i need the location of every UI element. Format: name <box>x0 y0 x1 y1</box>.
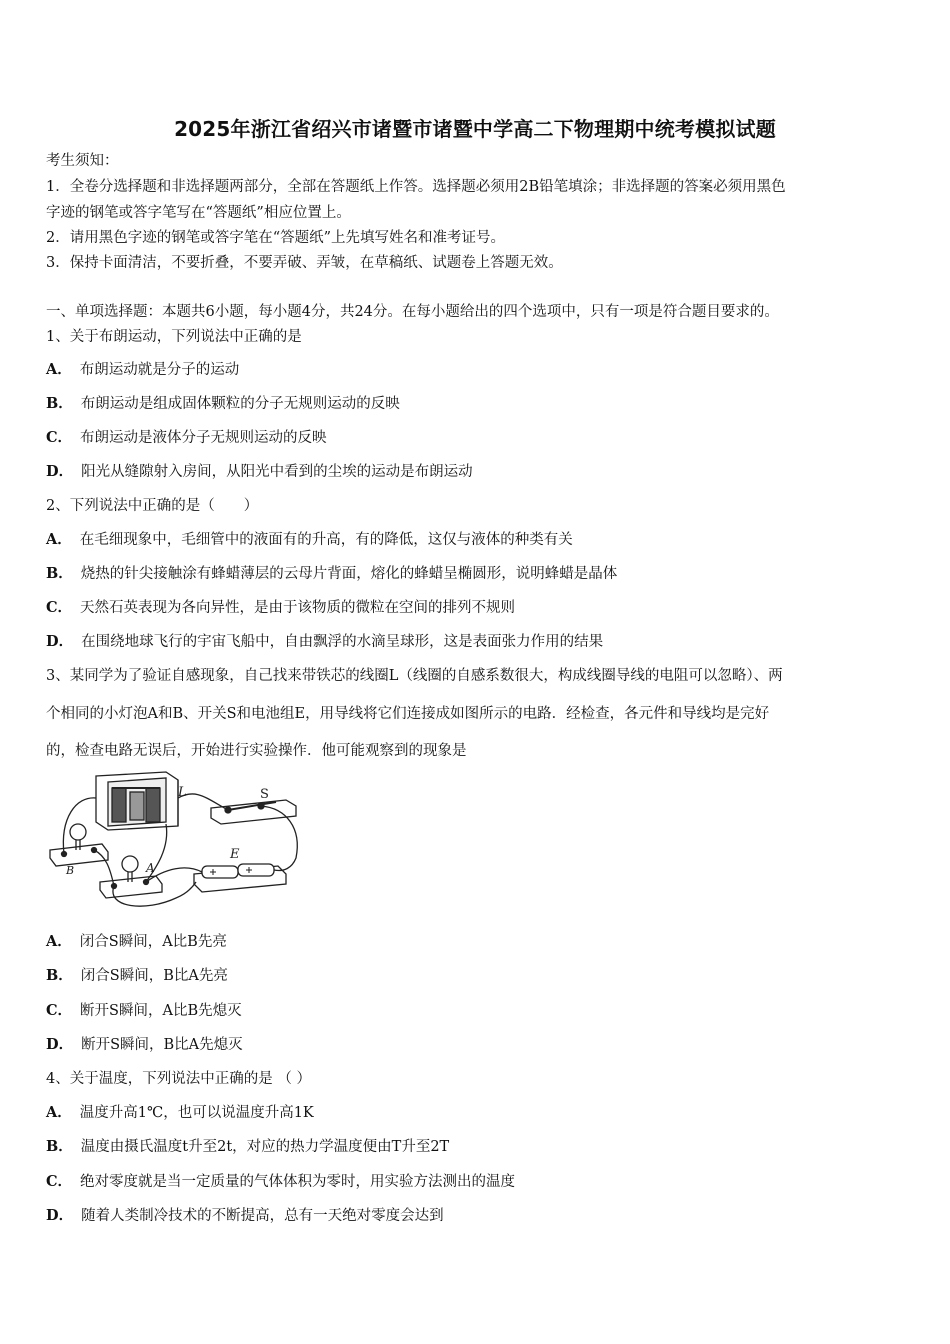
option-label: D． <box>46 463 74 480</box>
option-label: A． <box>46 1104 72 1121</box>
option-label: C． <box>46 599 73 616</box>
question-2-option-b <box>46 564 617 584</box>
option-text: 布朗运动是组成固体颗粒的分子无规则运动的反映 <box>80 396 400 412</box>
option-text: 温度升高1℃，也可以说温度升高1K <box>79 1105 314 1121</box>
question-2-option-c <box>46 598 515 618</box>
question-2-option-a <box>46 530 573 550</box>
figure-label-coil: L <box>178 785 187 800</box>
option-text: 在毛细现象中，毛细管中的液面有的升高，有的降低，这仅与液体的种类有关 <box>79 532 573 548</box>
option-label: D． <box>46 1036 74 1053</box>
question-4-option-b <box>46 1137 449 1157</box>
option-text: 天然石英表现为各向异性，是由于该物质的微粒在空间的排列不规则 <box>80 600 516 616</box>
question-3-stem: 的，检查电路无误后，开始进行实验操作．他可能观察到的现象是 <box>46 743 467 759</box>
question-3-option-c <box>46 1001 242 1021</box>
option-label: C． <box>46 1002 73 1019</box>
question-4-stem: 4、关于温度，下列说法中正确的是 （ ） <box>46 1071 311 1087</box>
notice-item: 1．全卷分选择题和非选择题两部分，全部在答题纸上作答。选择题必须用2B铅笔填涂；非选择题的答案必须用黑色 <box>46 179 786 195</box>
option-label: C． <box>46 429 73 446</box>
figure-label-bulb-a: A <box>146 861 155 875</box>
option-text: 阳光从缝隙射入房间，从阳光中看到的尘埃的运动是布朗运动 <box>81 464 473 480</box>
option-label: B． <box>46 395 73 412</box>
question-3-option-b <box>46 966 228 986</box>
question-1-option-b <box>46 394 400 414</box>
exam-title: 2025年浙江省绍兴市诸暨市诸暨中学高二下物理期中统考模拟试题 <box>174 117 776 141</box>
option-label: D． <box>46 633 74 650</box>
option-text: 在围绕地球飞行的宇宙飞船中，自由飘浮的水滴呈球形，这是表面张力作用的结果 <box>81 634 604 650</box>
option-label: C． <box>46 1173 73 1190</box>
question-4-option-d <box>46 1206 444 1226</box>
notice-item: 字迹的钢笔或答字笔写在“答题纸”相应位置上。 <box>46 205 351 221</box>
option-label: A． <box>46 531 72 548</box>
option-label: A． <box>46 361 72 378</box>
option-label: B． <box>46 967 73 984</box>
switch-icon <box>211 800 296 824</box>
question-3-stem: 个相同的小灯泡A和B、开关S和电池组E，用导线将它们连接成如图所示的电路．经检查，各元件和导线均是完好 <box>46 706 770 722</box>
option-label: D． <box>46 1207 74 1224</box>
question-2-stem: 2、下列说法中正确的是（ ） <box>46 498 259 514</box>
notice-item: 3．保持卡面清洁，不要折叠，不要弄破、弄皱，在草稿纸、试题卷上答题无效。 <box>46 255 563 271</box>
option-text: 温度由摄氏温度t升至2t，对应的热力学温度便由T升至2T <box>80 1139 450 1155</box>
question-1-stem: 1、关于布朗运动，下列说法中正确的是 <box>46 329 302 345</box>
option-text: 断开S瞬间，B比A先熄灭 <box>81 1037 243 1053</box>
option-text: 绝对零度就是当一定质量的气体体积为零时，用实验方法测出的温度 <box>80 1174 516 1190</box>
notice-heading: 考生须知： <box>46 153 119 169</box>
option-text: 闭合S瞬间，A比B先亮 <box>79 934 227 950</box>
section-heading: 一、单项选择题：本题共6小题，每小题4分，共24分。在每小题给出的四个选项中，只有一项是符合题目要求的。 <box>46 304 779 320</box>
option-label: B． <box>46 1138 73 1155</box>
figure-label-battery: E <box>230 847 240 862</box>
battery-icon <box>194 864 286 892</box>
notice-item: 2．请用黑色字迹的钢笔或答字笔在“答题纸”上先填写姓名和准考证号。 <box>46 230 506 246</box>
question-4-option-a <box>46 1103 314 1123</box>
option-text: 布朗运动是液体分子无规则运动的反映 <box>80 430 327 446</box>
question-1-option-a <box>46 360 239 380</box>
option-text: 烧热的针尖接触涂有蜂蜡薄层的云母片背面，熔化的蜂蜡呈椭圆形，说明蜂蜡是晶体 <box>80 566 618 582</box>
question-3-option-a <box>46 932 227 952</box>
figure-label-switch: S <box>260 787 269 802</box>
question-1-option-d <box>46 462 473 482</box>
question-3-option-d <box>46 1035 243 1055</box>
bulb-b-icon <box>50 824 108 866</box>
option-text: 布朗运动就是分子的运动 <box>79 362 240 378</box>
option-label: A． <box>46 933 72 950</box>
option-label: B． <box>46 565 73 582</box>
circuit-diagram <box>46 768 308 916</box>
question-3-stem: 3、某同学为了验证自感现象，自己找来带铁芯的线圈L（线圈的自感系数很大，构成线圈导线的电阻可以忽略）、两 <box>46 668 783 684</box>
option-text: 闭合S瞬间，B比A先亮 <box>80 968 228 984</box>
option-text: 随着人类制冷技术的不断提高，总有一天绝对零度会达到 <box>81 1208 444 1224</box>
question-2-option-d <box>46 632 603 652</box>
question-1-option-c <box>46 428 327 448</box>
option-text: 断开S瞬间，A比B先熄灭 <box>80 1003 242 1019</box>
coil-icon <box>96 772 178 830</box>
question-4-option-c <box>46 1172 515 1192</box>
figure-label-bulb-b: B <box>66 864 75 877</box>
